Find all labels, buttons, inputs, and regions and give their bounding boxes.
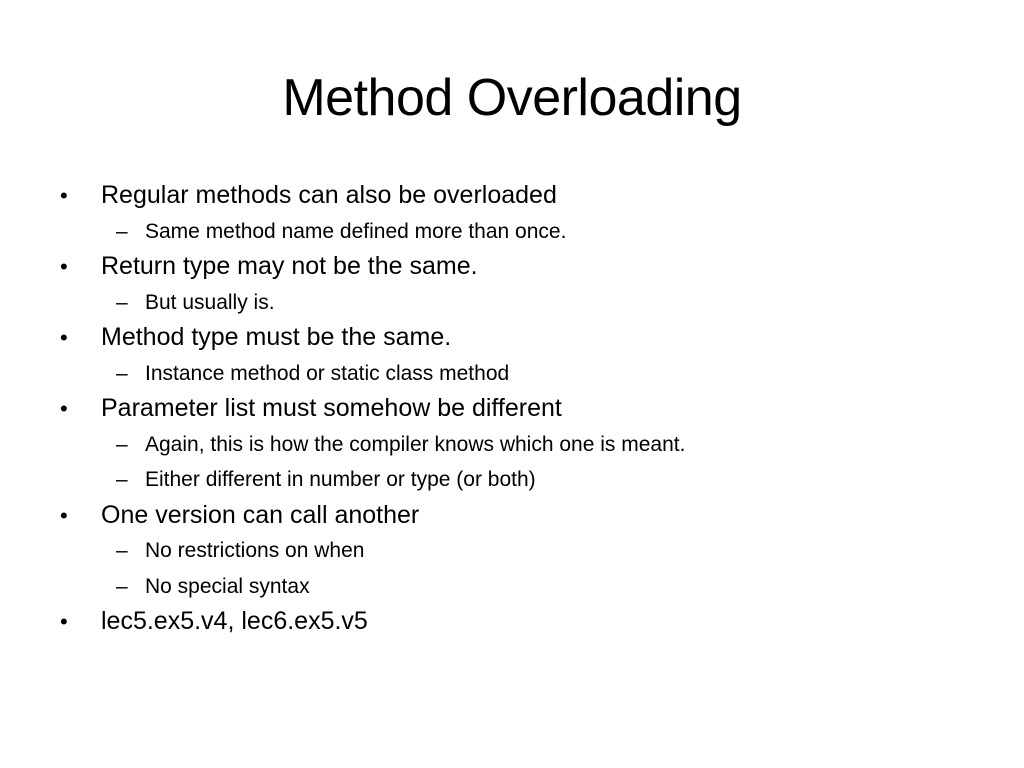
- bullet-icon: •: [60, 254, 68, 279]
- bullet-icon: •: [60, 502, 68, 528]
- bullet-item: [0, 178, 1024, 214]
- bullet-item: [0, 604, 1024, 640]
- bullet-item: [0, 391, 1024, 427]
- bullet-text: Regular methods can also be overloaded: [101, 181, 557, 209]
- dash-icon: –: [116, 468, 128, 491]
- dash-icon: –: [116, 432, 128, 456]
- sub-bullet-text: No special syntax: [145, 574, 310, 598]
- bullet-item: [0, 320, 1024, 356]
- sub-bullet-item: [0, 214, 1024, 250]
- sub-bullet-text: But usually is.: [145, 290, 275, 314]
- dash-icon: –: [116, 361, 128, 385]
- bullet-text: Method type must be the same.: [101, 323, 452, 351]
- dash-icon: –: [116, 290, 128, 314]
- bullet-icon: •: [60, 183, 68, 208]
- sub-bullet-text: No restrictions on when: [145, 539, 365, 562]
- bullet-item: [0, 498, 1024, 534]
- sub-bullet-text: Same method name defined more than once.: [145, 219, 567, 243]
- bullet-text: One version can call another: [101, 500, 420, 529]
- sub-bullet-item: [0, 427, 1024, 463]
- sub-bullet-item: [0, 285, 1024, 321]
- sub-bullet-text: Instance method or static class method: [145, 361, 510, 385]
- sub-bullet-item: [0, 356, 1024, 392]
- bullet-list: [0, 178, 1024, 640]
- bullet-text: Parameter list must somehow be different: [101, 394, 562, 422]
- sub-bullet-item: [0, 533, 1024, 569]
- sub-bullet-text: Either different in number or type (or both): [145, 468, 536, 491]
- dash-icon: –: [116, 539, 128, 562]
- bullet-icon: •: [60, 325, 68, 350]
- bullet-text: Return type may not be the same.: [101, 252, 478, 280]
- bullet-icon: •: [60, 609, 68, 634]
- slide-title: Method Overloading: [282, 69, 742, 127]
- dash-icon: –: [116, 219, 128, 243]
- dash-icon: –: [116, 574, 128, 598]
- bullet-text: lec5.ex5.v4, lec6.ex5.v5: [101, 607, 368, 635]
- sub-bullet-item: [0, 462, 1024, 498]
- bullet-item: [0, 249, 1024, 285]
- sub-bullet-item: [0, 569, 1024, 605]
- sub-bullet-text: Again, this is how the compiler knows which one is meant.: [145, 432, 686, 456]
- bullet-icon: •: [60, 396, 68, 421]
